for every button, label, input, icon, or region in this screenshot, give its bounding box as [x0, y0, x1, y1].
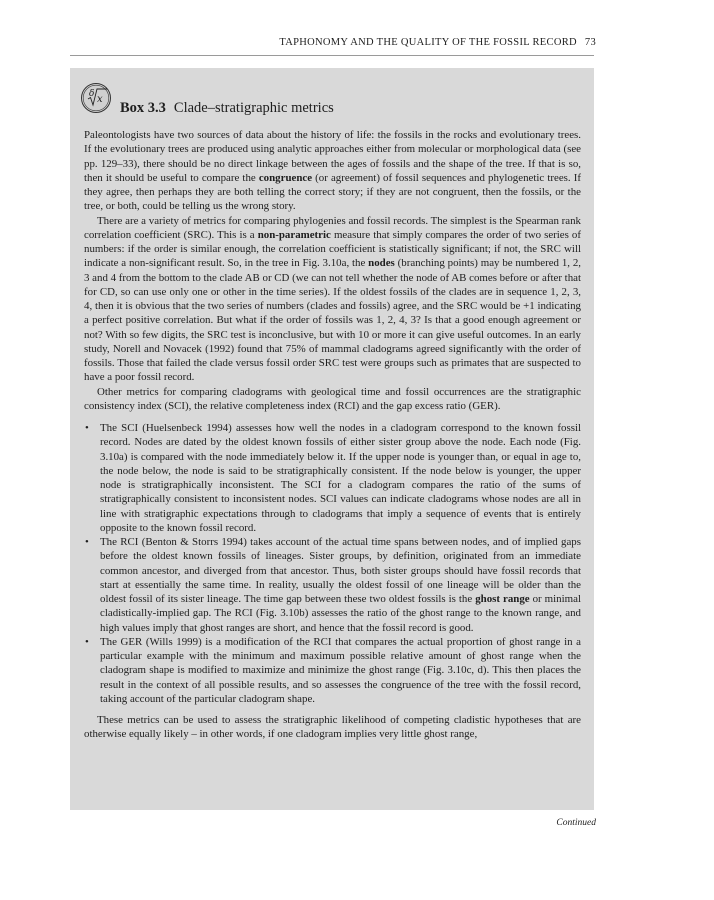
list-item-rci	[84, 535, 581, 635]
paragraph-3: Other metrics for comparing cladograms with geological time and fossil occurrences are the stratigraphic consistency index (SCI), the relative completeness index (RCI) and the gap excess ratio (GER).	[84, 385, 581, 412]
bullet: •	[85, 635, 89, 648]
text: There are a variety of metrics for comparing phylogenies and fossil records. The simplest is the Spearman rank correlation coefficient (SRC). This is a	[84, 214, 581, 241]
paragraph-1	[84, 128, 581, 214]
text: Paleontologists have two sources of data about the history of life: the fossils in the rocks and evolutionary trees. If the evolutionary trees are produced using analytic approaches either from molecular or morphological data (see pp. 129–33), there should be no direct linkage between the ages of fossils and the shape of the tree. If that is so, then it should be useful to compare the	[84, 129, 581, 184]
text: The RCI (Benton & Storrs 1994) takes account of the actual time spans between nodes, and of implied gaps before the oldest known fossils of lineages. Sister groups, by definition, originated from an immediate common ancestor, and diverged from that ancestor. Thus, both sister groups should have fossil records that start at essentially the same time. In reality, usually the oldest fossil of one lineage will be older than the oldest fossil of its sister lineage. The time gap between these two oldest fossils is the	[100, 536, 581, 605]
text: The GER (Wills 1999) is a modification of the RCI that compares the actual proportion of ghost range in a particular example with the minimum and maximum possible relative amount of ghost range when the cladogram shape is modified to maximize and minimize the ghost range (Fig. 3.10c, d). This then places the result in the context of all possible results, and so assesses the congruence of the tree with the fossil record, taking account of the particular cladogram shape.	[100, 635, 581, 705]
running-head	[70, 37, 596, 48]
header-rule	[70, 55, 594, 56]
metrics-list	[84, 421, 581, 706]
page-number: 73	[584, 37, 596, 48]
box-content	[84, 128, 581, 742]
continued-label: Continued	[556, 818, 596, 828]
text: measure that simply compares the order of two series of numbers: if the order is similar enough, the correlation coefficient is statistically significant; if not, the SRC will indicate a non-significant result. So, in the tree in Fig. 3.10a, the	[84, 228, 581, 270]
bullet: •	[85, 422, 89, 434]
list-item-ger	[84, 635, 581, 706]
svg-text:δ: δ	[89, 89, 95, 99]
text: or minimal cladistically-implied gap. The RCI (Fig. 3.10b) assesses the ratio of the ghost range to the known range, and high values imply that ghost ranges are short, and hence that the fossil record is good.	[100, 593, 581, 634]
key-term: congruence	[258, 171, 313, 184]
key-term: ghost range	[475, 593, 530, 605]
text: The SCI (Huelsenbeck 1994) assesses how well the nodes in a cladogram correspond to the known fossil record. Nodes are dated by the oldest known fossils of either sister group above the node. Each node (Fig. 3.10a) is compared with the node immediately below it. If the upper node is younger than, or equal in age to, the node below, the node is said to be stratigraphically consistent. If the node below is younger, the upper node is stratigraphically inconsistent. The SCI for a cladogram compares the ratio of the sums of stratigraphically consistent to inconsistent nodes. SCI values can indicate cladograms whose nodes are all in line with stratigraphic expectations through to cladograms that imply a sequence of events that is entirely opposite to the known fossil record.	[100, 422, 581, 534]
box-title-text: Clade–stratigraphic metrics	[173, 100, 334, 116]
list-item-sci	[84, 421, 581, 535]
math-logo-icon	[80, 82, 112, 114]
text: (branching points) may be numbered 1, 2, 3 and 4 from the bottom to the clade AB or CD (we can not tell whether the node of AB comes before or after that for CD, so can use only one or other in the time series). If the oldest fossils of the clades are in sequence 1, 2, 3, 4, then it is obvious that the two series of numbers (clades and fossils) agree, and the SRC would be +1 indicating a perfect positive correlation. But what if the order of fossils was 1, 2, 4, 3? Is that a good enough agreement or not? With so few digits, the SRC test is inconclusive, but with 10 or more it can give useful outcomes. In an early study, Norell and Novacek (1992) found that 75% of mammal cladograms agreed significantly with the order of fossils. Those that failed the clade versus fossil order SRC test were groups such as primates that are suspected to have a poor fossil record.	[84, 257, 581, 384]
svg-text:x: x	[97, 94, 103, 105]
paragraph-2	[84, 214, 581, 385]
box-title	[120, 100, 334, 117]
key-term: non-parametric	[257, 228, 331, 241]
box-number: Box 3.3	[120, 100, 166, 116]
key-term: nodes	[368, 257, 395, 270]
paragraph-4: These metrics can be used to assess the stratigraphic likelihood of competing cladistic hypotheses that are otherwise equally likely – in other words, if one cladogram implies very little ghost range,	[84, 714, 581, 741]
bullet: •	[85, 536, 89, 548]
text: (or agreement) of fossil sequences and phylogenetic trees. If they agree, then perhaps they are both telling the correct story; if they are not congruent, then the fossils, or the tree, or both, could be telling us the wrong story.	[84, 171, 581, 213]
running-title: TAPHONOMY AND THE QUALITY OF THE FOSSIL RECORD	[279, 37, 577, 48]
